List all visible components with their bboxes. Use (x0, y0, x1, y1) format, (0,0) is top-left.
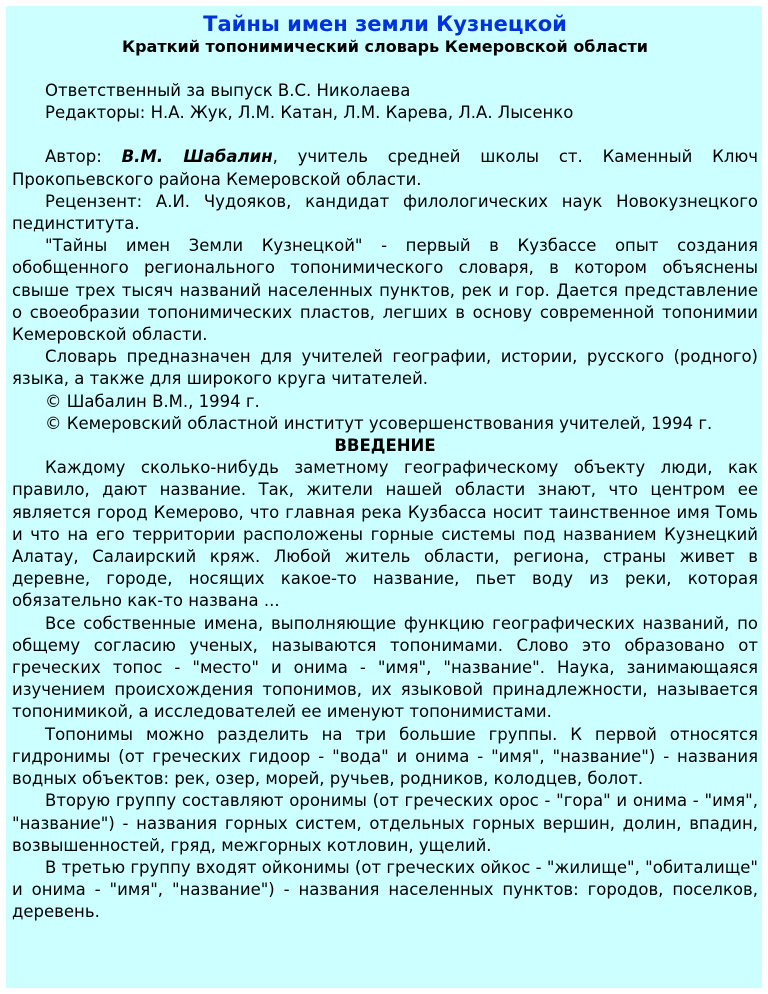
author-name: В.М. Шабалин (121, 147, 273, 167)
page-subtitle: Краткий топонимический словарь Кемеровской области (122, 37, 648, 56)
editors-line: Редакторы: Н.А. Жук, Л.М. Катан, Л.М. Карева, Л.А. Лысенко (45, 103, 574, 123)
about-paragraph: "Тайны имен Земли Кузнецкой" - первый в Кузбассе опыт создания обобщенного регионального топонимического словаря, в котором объяснены свыше трех тысяч названий населенных пунктов, рек и гор. Дается представление о своеобразии топонимических пластов, легших в основу современной топонимии Кемеровской области. (12, 236, 758, 345)
author-paragraph (12, 146, 758, 190)
intro-paragraph: В третью группу входят ойконимы (от греческих ойкос - "жилище", "обиталище" и онима - "имя", "название") - названия населенных пунктов: городов, поселков, деревень. (12, 857, 758, 922)
intro-paragraph: Топонимы можно разделить на три большие группы. К первой относятся гидронимы (от греческих гидоор - "вода" и онима - "имя", "название") - названия водных объектов: рек, озер, морей, ручьев, родников, колодцев, болот. (12, 724, 758, 789)
responsible-line: Ответственный за выпуск В.С. Николаева (45, 81, 411, 100)
copyright-institute: © Кемеровский областной институт усовершенствования учителей, 1994 г. (45, 413, 713, 433)
spacer (12, 124, 758, 146)
intro-paragraph: Каждому сколько-нибудь заметному географическому объекту люди, как правило, дают название. Так, жители нашей области знают, что центром ее является город Кемерово, что главная река Кузбасса носит таинственное имя Томь и что на его территории расположены горные системы под названием Кузнецкий Алатау, Салаирский кряж. Любой житель области, региона, страны живет в деревне, городе, носящих какое-то название, пьет воду из реки, которая обязательно как-то названа ... (12, 458, 758, 611)
intro-heading: ВВЕДЕНИЕ (334, 436, 436, 456)
author-label: Автор: (45, 147, 122, 167)
copyright-author: © Шабалин В.М., 1994 г. (45, 391, 260, 411)
page-title: Тайны имен земли Кузнецкой (203, 12, 567, 36)
audience-paragraph: Словарь предназначен для учителей географии, истории, русского (родного) языка, а также для широкого круга читателей. (12, 347, 758, 389)
author-description: , учитель средней школы ст. Каменный Ключ Прокопьевского района Кемеровской области. (12, 147, 759, 189)
document-page (6, 6, 762, 988)
intro-paragraph: Вторую группу составляют оронимы (от греческих орос - "гора" и онима - "имя", "название") - названия горных систем, отдельных горных вершин, долин, впадин, возвышенностей, гряд, межгорных котловин, ущелий. (12, 791, 758, 855)
intro-paragraph: Все собственные имена, выполняющие функцию географических названий, по общему согласию ученых, называются топонимами. Слово это образовано от греческих топос - "место" и онима - "имя", "название". Наука, занимающаяся изучением происхождения топонимов, их языковой принадлежности, называется топонимикой, а исследователей ее именуют топонимистами. (12, 613, 758, 722)
reviewer-paragraph: Рецензент: А.И. Чудояков, кандидат филологических наук Новокузнецкого пединститута. (12, 191, 758, 234)
